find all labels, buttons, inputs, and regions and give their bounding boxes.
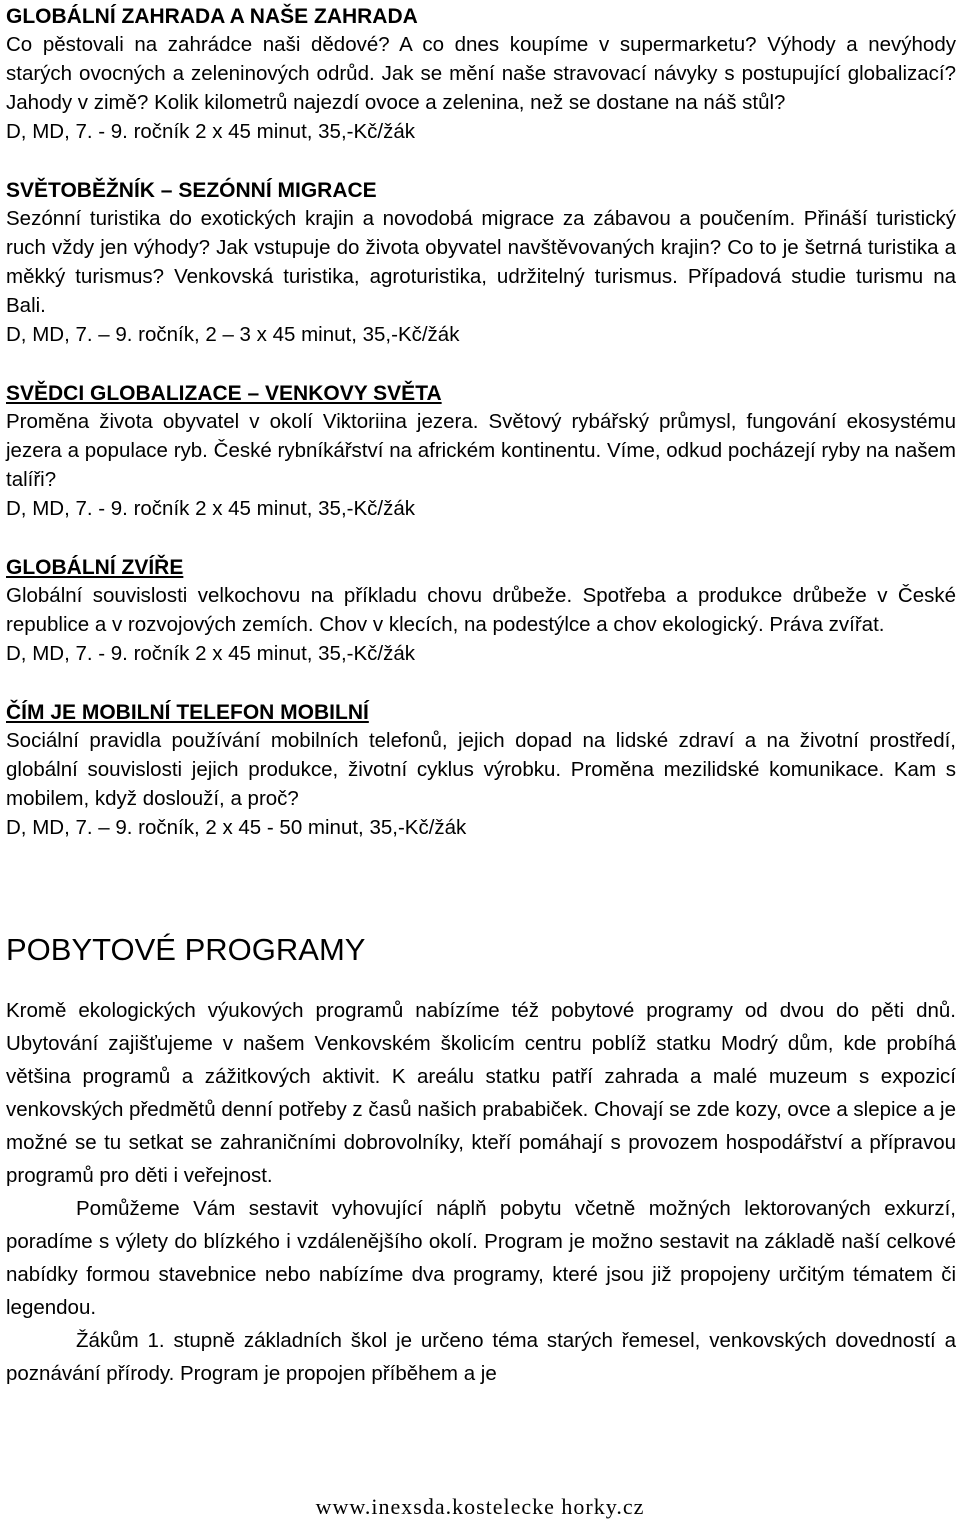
spacer: [6, 146, 956, 174]
program-block: [6, 174, 956, 349]
program-block: [6, 377, 956, 523]
stay-programs-section: [6, 930, 956, 1390]
program-description: Sociální pravidla používání mobilních telefonů, jejich dopad na lidské zdraví a na životní prostředí, globální souvislosti jejich produkce, životní cyklus výrobku. Proměna mezilidské komunikace. Kam s mobilem, když doslouží, a proč?: [6, 729, 956, 810]
spacer: [6, 349, 956, 377]
section-heading: POBYTOVÉ PROGRAMY: [6, 932, 366, 967]
spacer: [6, 523, 956, 551]
program-details: D, MD, 7. - 9. ročník 2 x 45 minut, 35,-Kč/žák: [6, 120, 415, 143]
program-title: GLOBÁLNÍ ZAHRADA A NAŠE ZAHRADA: [6, 5, 418, 28]
program-block: [6, 0, 956, 146]
program-title: ČÍM JE MOBILNÍ TELEFON MOBILNÍ: [6, 701, 369, 724]
program-title: SVĚDCI GLOBALIZACE – VENKOVY SVĚTA: [6, 382, 442, 405]
program-description: Globální souvislosti velkochovu na příkladu chovu drůbeže. Spotřeba a produkce drůbeže v České republice a v rozvojových zemích. Chov v klecích, na podestýlce a chov ekologický. Práva zvířat.: [6, 584, 956, 636]
program-title: GLOBÁLNÍ ZVÍŘE: [6, 556, 184, 579]
program-details: D, MD, 7. - 9. ročník 2 x 45 minut, 35,-Kč/žák: [6, 497, 415, 520]
program-details: D, MD, 7. - 9. ročník 2 x 45 minut, 35,-Kč/žák: [6, 642, 415, 665]
paragraph: Kromě ekologických výukových programů nabízíme též pobytové programy od dvou do pěti dnů. Ubytování zajišťujeme v našem Venkovském školicím centru poblíž statku Modrý dům, kde probíhá většina programů a zážitkových aktivit. K areálu statku patří zahrada a malé muzeum s expozicí venkovských předmětů denní potřeby z časů našich prababiček. Chovají se zde kozy, ovce a slepice a je možné se tu setkat se zahraničními dobrovolníky, kteří pomáhají s provozem hospodářství a přípravou programů pro děti i veřejnost.: [6, 999, 956, 1187]
program-block: [6, 551, 956, 668]
paragraph: Pomůžeme Vám sestavit vyhovující náplň pobytu včetně možných lektorovaných exkurzí, poradíme s výlety do blízkého i vzdálenějšího okolí. Program je možno sestavit na základě naší celkové nabídky formou stavebnice nebo nabízíme dva programy, které jsou již propojeny určitým tématem či legendou.: [6, 1197, 956, 1319]
document-page: [6, 0, 956, 1390]
program-details: D, MD, 7. – 9. ročník, 2 x 45 - 50 minut, 35,-Kč/žák: [6, 816, 467, 839]
footer-url: www.inexsda.kostelecke horky.cz: [315, 1494, 645, 1519]
spacer: [6, 668, 956, 696]
spacer: [6, 968, 956, 994]
program-description: Co pěstovali na zahrádce naši dědové? A co dnes koupíme v supermarketu? Výhody a nevýhody starých ovocných a zeleninových odrůd. Jak se mění naše stravovací návyky s postupující globalizací? Jahody v zimě? Kolik kilometrů najezdí ovoce a zelenina, než se dostane na náš stůl?: [6, 33, 956, 114]
spacer: [6, 842, 956, 930]
program-details: D, MD, 7. – 9. ročník, 2 – 3 x 45 minut, 35,-Kč/žák: [6, 323, 460, 346]
program-block: [6, 696, 956, 842]
program-description: Proměna života obyvatel v okolí Viktoriina jezera. Světový rybářský průmysl, fungování ekosystému jezera a populace ryb. České rybníkářství na africkém kontinentu. Víme, odkud pocházejí ryby na našem talíři?: [6, 410, 956, 491]
section-body: [6, 994, 956, 1390]
program-description: Sezónní turistika do exotických krajin a novodobá migrace za zábavou a poučením. Přináší turistický ruch vždy jen výhody? Jak vstupuje do života obyvatel navštěvovaných krajin? Co to je šetrná turistika a měkký turismus? Venkovská turistika, agroturistika, udržitelný turismus. Případová studie turismu na Bali.: [6, 207, 956, 317]
program-title: SVĚTOBĚŽNÍK – SEZÓNNÍ MIGRACE: [6, 179, 377, 202]
paragraph: Žákům 1. stupně základních škol je určeno téma starých řemesel, venkovských dovedností a poznávání přírody. Program je propojen příběhem a je: [6, 1329, 956, 1385]
